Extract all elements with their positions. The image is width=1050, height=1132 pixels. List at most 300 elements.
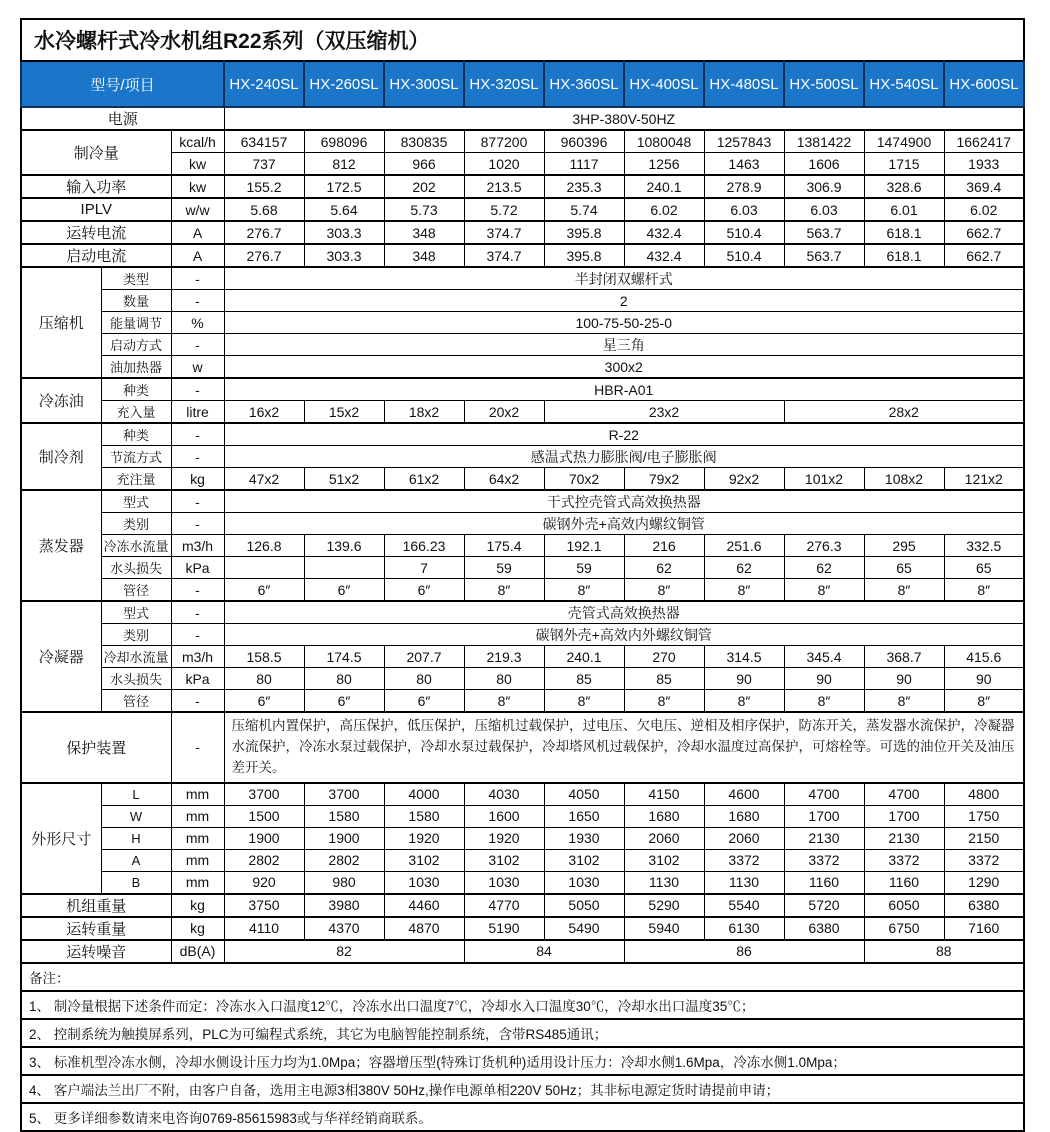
refrigerant-charge-row-cell-11: 121x2 bbox=[944, 468, 1024, 491]
evap-type-row bbox=[21, 490, 1024, 513]
run-current-row bbox=[21, 221, 1024, 244]
row-label-unit-weight: 机组重量 bbox=[21, 894, 171, 917]
dim-w-row-cell-6: 1650 bbox=[544, 805, 624, 827]
refrigerant-charge-row-cell-9: 101x2 bbox=[784, 468, 864, 491]
compressor-oilheater-row bbox=[21, 356, 1024, 379]
dim-w-row-cell-7: 1680 bbox=[624, 805, 704, 827]
cond-flow-row-cell-3: 174.5 bbox=[304, 646, 384, 668]
header-model-hx-360sl: HX-360SL bbox=[544, 61, 624, 107]
cond-pipe-row-cell-4: 6″ bbox=[384, 690, 464, 713]
compressor-start-row bbox=[21, 334, 1024, 356]
iplv-row-cell-7: 6.02 bbox=[624, 198, 704, 221]
unit-weight-row-cell-1: kg bbox=[171, 894, 224, 917]
refrigerant-type-row-cell-2: - bbox=[171, 423, 224, 446]
start-current-row-cell-3: 303.3 bbox=[304, 244, 384, 267]
start-current-row-cell-4: 348 bbox=[384, 244, 464, 267]
cond-flow-row-cell-11: 415.6 bbox=[944, 646, 1024, 668]
run-current-row-cell-10: 618.1 bbox=[864, 221, 944, 244]
dim-b-row-cell-9: 1160 bbox=[784, 871, 864, 894]
row-label-input-power: 输入功率 bbox=[21, 175, 171, 198]
cooling-kw-row-cell-2: 812 bbox=[304, 153, 384, 176]
refrigerant-charge-row-cell-4: 61x2 bbox=[384, 468, 464, 491]
header-model-hx-600sl: HX-600SL bbox=[944, 61, 1024, 107]
iplv-row-cell-8: 6.03 bbox=[704, 198, 784, 221]
refrigerant-charge-row-cell-10: 108x2 bbox=[864, 468, 944, 491]
evap-type-row-cell-1: 型式 bbox=[101, 490, 171, 513]
evap-headloss-row-cell-6: 59 bbox=[544, 557, 624, 579]
evap-headloss-row-cell-4: 7 bbox=[384, 557, 464, 579]
section-label-refrigerant: 制冷剂 bbox=[21, 423, 101, 490]
input-power-row-cell-5: 213.5 bbox=[464, 175, 544, 198]
cond-type-row-cell-2: - bbox=[171, 601, 224, 624]
note-row-5 bbox=[21, 1103, 1024, 1131]
cond-flow-row-cell-4: 207.7 bbox=[384, 646, 464, 668]
cond-pipe-row-cell-11: 8″ bbox=[944, 690, 1024, 713]
dim-l-row bbox=[21, 783, 1024, 806]
iplv-row-cell-11: 6.02 bbox=[944, 198, 1024, 221]
section-label-condenser: 冷凝器 bbox=[21, 601, 101, 712]
evap-pipe-row-cell-4: 6″ bbox=[384, 579, 464, 602]
evap-flow-row-cell-3: 139.6 bbox=[304, 535, 384, 557]
evap-pipe-row-cell-8: 8″ bbox=[704, 579, 784, 602]
remarks-label-row bbox=[21, 963, 1024, 991]
evap-pipe-row-cell-10: 8″ bbox=[864, 579, 944, 602]
cond-type-row bbox=[21, 601, 1024, 624]
start-current-row-cell-10: 618.1 bbox=[864, 244, 944, 267]
section-label-compressor: 压缩机 bbox=[21, 267, 101, 378]
cond-class-row-cell-1: - bbox=[171, 624, 224, 646]
dim-h-row-cell-2: 1900 bbox=[224, 827, 304, 849]
dim-w-row-cell-5: 1600 bbox=[464, 805, 544, 827]
evap-type-row-cell-3: 干式控壳管式高效换热器 bbox=[224, 490, 1024, 513]
dim-h-row bbox=[21, 827, 1024, 849]
compressor-start-row-cell-2: 星三角 bbox=[224, 334, 1024, 356]
run-weight-row-cell-10: 6750 bbox=[864, 917, 944, 940]
cooling-kcal-row-cell-9: 1381422 bbox=[784, 130, 864, 153]
dim-b-row-cell-10: 1160 bbox=[864, 871, 944, 894]
cond-pipe-row-cell-1: - bbox=[171, 690, 224, 713]
dim-b-row-cell-6: 1030 bbox=[544, 871, 624, 894]
cond-headloss-row-cell-8: 90 bbox=[704, 668, 784, 690]
run-current-row-cell-1: A bbox=[171, 221, 224, 244]
refrigerant-throttle-row-cell-2: 感温式热力膨胀阀/电子膨胀阀 bbox=[224, 446, 1024, 468]
compressor-qty-row bbox=[21, 290, 1024, 312]
dim-w-row-cell-4: 1580 bbox=[384, 805, 464, 827]
noise-row bbox=[21, 940, 1024, 963]
dim-h-row-cell-1: mm bbox=[171, 827, 224, 849]
cond-headloss-row bbox=[21, 668, 1024, 690]
compressor-qty-row-cell-1: - bbox=[171, 290, 224, 312]
header-model-hx-260sl: HX-260SL bbox=[304, 61, 384, 107]
refrigerant-type-row-cell-3: R-22 bbox=[224, 423, 1024, 446]
dim-l-row-cell-8: 4150 bbox=[624, 783, 704, 806]
cond-headloss-row-cell-3: 80 bbox=[304, 668, 384, 690]
dim-a-row-cell-9: 3372 bbox=[784, 849, 864, 871]
dim-l-row-cell-3: 3700 bbox=[224, 783, 304, 806]
note-row-3 bbox=[21, 1047, 1024, 1075]
evap-pipe-row-cell-9: 8″ bbox=[784, 579, 864, 602]
dim-h-row-cell-4: 1920 bbox=[384, 827, 464, 849]
cond-headloss-row-cell-1: kPa bbox=[171, 668, 224, 690]
refrigerant-type-row bbox=[21, 423, 1024, 446]
dim-l-row-cell-4: 3700 bbox=[304, 783, 384, 806]
page-title: 水冷螺杆式冷水机组R22系列（双压缩机） bbox=[21, 19, 1024, 61]
dim-l-row-cell-12: 4800 bbox=[944, 783, 1024, 806]
evap-pipe-row-cell-1: - bbox=[171, 579, 224, 602]
dim-a-row-cell-3: 2802 bbox=[304, 849, 384, 871]
header-model-hx-500sl: HX-500SL bbox=[784, 61, 864, 107]
cond-flow-row-cell-7: 270 bbox=[624, 646, 704, 668]
cond-flow-row bbox=[21, 646, 1024, 668]
evap-flow-row-cell-11: 332.5 bbox=[944, 535, 1024, 557]
evap-flow-row-cell-8: 251.6 bbox=[704, 535, 784, 557]
evap-flow-row-cell-1: m3/h bbox=[171, 535, 224, 557]
compressor-oilheater-row-cell-1: w bbox=[171, 356, 224, 379]
unit-weight-row-cell-8: 5540 bbox=[704, 894, 784, 917]
oil-type-row-cell-1: 种类 bbox=[101, 378, 171, 401]
oil-type-row-cell-2: - bbox=[171, 378, 224, 401]
run-current-row-cell-6: 395.8 bbox=[544, 221, 624, 244]
evap-headloss-row-cell-8: 62 bbox=[704, 557, 784, 579]
dim-l-row-cell-11: 4700 bbox=[864, 783, 944, 806]
dim-w-row-cell-2: 1500 bbox=[224, 805, 304, 827]
cond-class-row bbox=[21, 624, 1024, 646]
start-current-row-cell-11: 662.7 bbox=[944, 244, 1024, 267]
oil-charge-row-cell-7: 28x2 bbox=[784, 401, 1024, 424]
section-label-oil: 冷冻油 bbox=[21, 378, 101, 423]
compressor-energy-row bbox=[21, 312, 1024, 334]
cooling-kcal-row-cell-5: 877200 bbox=[464, 130, 544, 153]
cooling-kcal-row-cell-8: 1257843 bbox=[704, 130, 784, 153]
evap-pipe-row-cell-0: 管径 bbox=[101, 579, 171, 602]
start-current-row-cell-9: 563.7 bbox=[784, 244, 864, 267]
section-label-evaporator: 蒸发器 bbox=[21, 490, 101, 601]
oil-type-row bbox=[21, 378, 1024, 401]
dim-a-row bbox=[21, 849, 1024, 871]
evap-flow-row-cell-5: 175.4 bbox=[464, 535, 544, 557]
compressor-energy-row-cell-2: 100-75-50-25-0 bbox=[224, 312, 1024, 334]
compressor-energy-row-cell-0: 能量调节 bbox=[101, 312, 171, 334]
cond-pipe-row-cell-3: 6″ bbox=[304, 690, 384, 713]
unit-weight-row-cell-5: 4770 bbox=[464, 894, 544, 917]
cond-flow-row-cell-1: m3/h bbox=[171, 646, 224, 668]
cond-headloss-row-cell-10: 90 bbox=[864, 668, 944, 690]
evap-headloss-row-cell-9: 62 bbox=[784, 557, 864, 579]
cooling-kcal-row-cell-11: 1662417 bbox=[944, 130, 1024, 153]
cond-flow-row-cell-10: 368.7 bbox=[864, 646, 944, 668]
compressor-type-row bbox=[21, 267, 1024, 290]
run-current-row-cell-7: 432.4 bbox=[624, 221, 704, 244]
cooling-kw-row-cell-4: 1020 bbox=[464, 153, 544, 176]
noise-row-cell-2: 82 bbox=[224, 940, 464, 963]
evap-flow-row-cell-4: 166.23 bbox=[384, 535, 464, 557]
run-current-row-cell-4: 348 bbox=[384, 221, 464, 244]
input-power-row bbox=[21, 175, 1024, 198]
input-power-row-cell-6: 235.3 bbox=[544, 175, 624, 198]
dim-w-row-cell-8: 1680 bbox=[704, 805, 784, 827]
run-current-row-cell-2: 276.7 bbox=[224, 221, 304, 244]
iplv-row-cell-3: 5.64 bbox=[304, 198, 384, 221]
unit-weight-row-cell-11: 6380 bbox=[944, 894, 1024, 917]
remarks-label: 备注： bbox=[21, 963, 1024, 991]
input-power-row-cell-8: 278.9 bbox=[704, 175, 784, 198]
dim-b-row bbox=[21, 871, 1024, 894]
evap-pipe-row-cell-5: 8″ bbox=[464, 579, 544, 602]
oil-charge-row-cell-3: 15x2 bbox=[304, 401, 384, 424]
cond-pipe-row-cell-6: 8″ bbox=[544, 690, 624, 713]
input-power-row-cell-2: 155.2 bbox=[224, 175, 304, 198]
run-weight-row bbox=[21, 917, 1024, 940]
dim-h-row-cell-6: 1930 bbox=[544, 827, 624, 849]
refrigerant-charge-row-cell-8: 92x2 bbox=[704, 468, 784, 491]
dim-h-row-cell-8: 2060 bbox=[704, 827, 784, 849]
cooling-kw-row-cell-3: 966 bbox=[384, 153, 464, 176]
cond-headloss-row-cell-7: 85 bbox=[624, 668, 704, 690]
compressor-energy-row-cell-1: % bbox=[171, 312, 224, 334]
dim-h-row-cell-9: 2130 bbox=[784, 827, 864, 849]
run-current-row-cell-8: 510.4 bbox=[704, 221, 784, 244]
cond-pipe-row-cell-10: 8″ bbox=[864, 690, 944, 713]
dim-w-row-cell-0: W bbox=[101, 805, 171, 827]
evap-pipe-row-cell-6: 8″ bbox=[544, 579, 624, 602]
evap-class-row-cell-0: 类别 bbox=[101, 513, 171, 535]
evap-type-row-cell-2: - bbox=[171, 490, 224, 513]
dim-a-row-cell-8: 3372 bbox=[704, 849, 784, 871]
cond-type-row-cell-3: 壳管式高效换热器 bbox=[224, 601, 1024, 624]
cond-headloss-row-cell-4: 80 bbox=[384, 668, 464, 690]
cooling-kw-row-cell-8: 1606 bbox=[784, 153, 864, 176]
iplv-row-cell-10: 6.01 bbox=[864, 198, 944, 221]
start-current-row-cell-2: 276.7 bbox=[224, 244, 304, 267]
evap-headloss-row-cell-10: 65 bbox=[864, 557, 944, 579]
oil-charge-row-cell-1: litre bbox=[171, 401, 224, 424]
evap-pipe-row-cell-3: 6″ bbox=[304, 579, 384, 602]
cond-flow-row-cell-0: 冷却水流量 bbox=[101, 646, 171, 668]
iplv-row-cell-1: w/w bbox=[171, 198, 224, 221]
dim-a-row-cell-4: 3102 bbox=[384, 849, 464, 871]
dim-b-row-cell-3: 980 bbox=[304, 871, 384, 894]
start-current-row-cell-1: A bbox=[171, 244, 224, 267]
compressor-start-row-cell-1: - bbox=[171, 334, 224, 356]
header-model-hx-240sl: HX-240SL bbox=[224, 61, 304, 107]
run-weight-row-cell-7: 5940 bbox=[624, 917, 704, 940]
noise-row-cell-5: 88 bbox=[864, 940, 1024, 963]
dim-b-row-cell-5: 1030 bbox=[464, 871, 544, 894]
noise-row-cell-3: 84 bbox=[464, 940, 624, 963]
dim-h-row-cell-7: 2060 bbox=[624, 827, 704, 849]
power-row bbox=[21, 107, 1024, 130]
evap-headloss-row-cell-2 bbox=[224, 557, 304, 579]
cooling-kcal-row-cell-6: 960396 bbox=[544, 130, 624, 153]
evap-headloss-row-cell-5: 59 bbox=[464, 557, 544, 579]
header-model-hx-320sl: HX-320SL bbox=[464, 61, 544, 107]
cond-headloss-row-cell-9: 90 bbox=[784, 668, 864, 690]
title-row bbox=[21, 19, 1024, 61]
evap-flow-row-cell-10: 295 bbox=[864, 535, 944, 557]
cond-class-row-cell-2: 碳钢外壳+高效内外螺纹铜管 bbox=[224, 624, 1024, 646]
refrigerant-charge-row-cell-0: 充注量 bbox=[101, 468, 171, 491]
cooling-kw-row-cell-0: kw bbox=[171, 153, 224, 176]
oil-charge-row-cell-2: 16x2 bbox=[224, 401, 304, 424]
dim-a-row-cell-10: 3372 bbox=[864, 849, 944, 871]
evap-class-row-cell-1: - bbox=[171, 513, 224, 535]
refrigerant-charge-row-cell-7: 79x2 bbox=[624, 468, 704, 491]
evap-headloss-row-cell-1: kPa bbox=[171, 557, 224, 579]
oil-charge-row-cell-6: 23x2 bbox=[544, 401, 784, 424]
cond-pipe-row-cell-0: 管径 bbox=[101, 690, 171, 713]
dim-w-row bbox=[21, 805, 1024, 827]
cond-flow-row-cell-2: 158.5 bbox=[224, 646, 304, 668]
evap-flow-row-cell-2: 126.8 bbox=[224, 535, 304, 557]
unit-weight-row-cell-7: 5290 bbox=[624, 894, 704, 917]
dim-a-row-cell-5: 3102 bbox=[464, 849, 544, 871]
section-label-dimensions: 外形尺寸 bbox=[21, 783, 101, 894]
run-current-row-cell-9: 563.7 bbox=[784, 221, 864, 244]
input-power-row-cell-4: 202 bbox=[384, 175, 464, 198]
iplv-row-cell-4: 5.73 bbox=[384, 198, 464, 221]
run-weight-row-cell-5: 5190 bbox=[464, 917, 544, 940]
dim-b-row-cell-4: 1030 bbox=[384, 871, 464, 894]
evap-flow-row-cell-0: 冷冻水流量 bbox=[101, 535, 171, 557]
evap-pipe-row-cell-11: 8″ bbox=[944, 579, 1024, 602]
cooling-kcal-row-cell-4: 830835 bbox=[384, 130, 464, 153]
cooling-kcal-row-cell-2: 634157 bbox=[224, 130, 304, 153]
unit-weight-row-cell-3: 3980 bbox=[304, 894, 384, 917]
dim-w-row-cell-11: 1750 bbox=[944, 805, 1024, 827]
compressor-start-row-cell-0: 启动方式 bbox=[101, 334, 171, 356]
cond-pipe-row-cell-2: 6″ bbox=[224, 690, 304, 713]
iplv-row-cell-2: 5.68 bbox=[224, 198, 304, 221]
note-1: 1、 制冷量根据下述条件而定：冷冻水入口温度12℃，冷冻水出口温度7℃，冷却水入口温度30℃，冷却水出口温度35℃； bbox=[21, 991, 1024, 1019]
row-label-start-current: 启动电流 bbox=[21, 244, 171, 267]
note-row-4 bbox=[21, 1075, 1024, 1103]
evap-flow-row-cell-9: 276.3 bbox=[784, 535, 864, 557]
dim-w-row-cell-9: 1700 bbox=[784, 805, 864, 827]
refrigerant-charge-row-cell-2: 47x2 bbox=[224, 468, 304, 491]
unit-weight-row-cell-10: 6050 bbox=[864, 894, 944, 917]
input-power-row-cell-9: 306.9 bbox=[784, 175, 864, 198]
cond-pipe-row-cell-9: 8″ bbox=[784, 690, 864, 713]
row-label-iplv: IPLV bbox=[21, 198, 171, 221]
dim-h-row-cell-5: 1920 bbox=[464, 827, 544, 849]
run-weight-row-cell-3: 4370 bbox=[304, 917, 384, 940]
dim-a-row-cell-1: mm bbox=[171, 849, 224, 871]
input-power-row-cell-10: 328.6 bbox=[864, 175, 944, 198]
evap-headloss-row-cell-3 bbox=[304, 557, 384, 579]
cond-headloss-row-cell-0: 水头损失 bbox=[101, 668, 171, 690]
dim-a-row-cell-7: 3102 bbox=[624, 849, 704, 871]
evap-headloss-row-cell-7: 62 bbox=[624, 557, 704, 579]
evap-headloss-row-cell-11: 65 bbox=[944, 557, 1024, 579]
cond-headloss-row-cell-5: 80 bbox=[464, 668, 544, 690]
dim-b-row-cell-0: B bbox=[101, 871, 171, 894]
compressor-qty-row-cell-0: 数量 bbox=[101, 290, 171, 312]
dim-h-row-cell-10: 2130 bbox=[864, 827, 944, 849]
oil-charge-row-cell-5: 20x2 bbox=[464, 401, 544, 424]
noise-row-cell-1: dB(A) bbox=[171, 940, 224, 963]
cond-flow-row-cell-9: 345.4 bbox=[784, 646, 864, 668]
dim-l-row-cell-10: 4700 bbox=[784, 783, 864, 806]
evap-flow-row-cell-6: 192.1 bbox=[544, 535, 624, 557]
row-label-power: 电源 bbox=[21, 107, 224, 130]
evap-flow-row-cell-7: 216 bbox=[624, 535, 704, 557]
cond-pipe-row-cell-8: 8″ bbox=[704, 690, 784, 713]
compressor-type-row-cell-2: - bbox=[171, 267, 224, 290]
refrigerant-charge-row-cell-5: 64x2 bbox=[464, 468, 544, 491]
cond-headloss-row-cell-11: 90 bbox=[944, 668, 1024, 690]
dim-b-row-cell-1: mm bbox=[171, 871, 224, 894]
row-label-cooling-capacity: 制冷量 bbox=[21, 130, 171, 175]
evap-pipe-row-cell-7: 8″ bbox=[624, 579, 704, 602]
cond-headloss-row-cell-6: 85 bbox=[544, 668, 624, 690]
note-row-2 bbox=[21, 1019, 1024, 1047]
dim-l-row-cell-2: mm bbox=[171, 783, 224, 806]
row-label-noise: 运转噪音 bbox=[21, 940, 171, 963]
protection-row-cell-1: - bbox=[171, 712, 224, 783]
run-weight-row-cell-1: kg bbox=[171, 917, 224, 940]
chiller-spec-table bbox=[20, 18, 1025, 1132]
unit-weight-row-cell-9: 5720 bbox=[784, 894, 864, 917]
unit-weight-row-cell-6: 5050 bbox=[544, 894, 624, 917]
model-header-row bbox=[21, 61, 1024, 107]
note-4: 4、 客户端法兰出厂不附，由客户自备，选用主电源3相380V 50Hz,操作电源单相220V 50Hz；其非标电源定货时请提前申请； bbox=[21, 1075, 1024, 1103]
protection-text: 压缩机内置保护，高压保护，低压保护，压缩机过载保护，过电压、欠电压、逆相及相序保护，防冻开关，蒸发器水流保护，冷凝器水流保护，冷冻水泵过载保护，冷却水泵过载保护，冷却塔风机过载保护，冷却水温度过高保护，可熔栓等。可选的油位开关及油压差开关。 bbox=[224, 712, 1024, 783]
dim-l-row-cell-9: 4600 bbox=[704, 783, 784, 806]
note-3: 3、 标准机型冷冻水侧，冷却水侧设计压力均为1.0Mpa；容器增压型(特殊订货机种)适用设计压力：冷却水侧1.6Mpa，冷冻水侧1.0Mpa； bbox=[21, 1047, 1024, 1075]
dim-l-row-cell-5: 4000 bbox=[384, 783, 464, 806]
oil-type-row-cell-3: HBR-A01 bbox=[224, 378, 1024, 401]
oil-charge-row bbox=[21, 401, 1024, 424]
iplv-row-cell-6: 5.74 bbox=[544, 198, 624, 221]
refrigerant-throttle-row bbox=[21, 446, 1024, 468]
header-model-hx-540sl: HX-540SL bbox=[864, 61, 944, 107]
cooling-kw-row-cell-5: 1117 bbox=[544, 153, 624, 176]
cond-class-row-cell-0: 类别 bbox=[101, 624, 171, 646]
row-label-run-weight: 运转重量 bbox=[21, 917, 171, 940]
header-model-hx-400sl: HX-400SL bbox=[624, 61, 704, 107]
dim-l-row-cell-1: L bbox=[101, 783, 171, 806]
cooling-kw-row-cell-10: 1933 bbox=[944, 153, 1024, 176]
run-current-row-cell-5: 374.7 bbox=[464, 221, 544, 244]
iplv-row bbox=[21, 198, 1024, 221]
cond-headloss-row-cell-2: 80 bbox=[224, 668, 304, 690]
dim-b-row-cell-11: 1290 bbox=[944, 871, 1024, 894]
dim-h-row-cell-11: 2150 bbox=[944, 827, 1024, 849]
start-current-row-cell-7: 432.4 bbox=[624, 244, 704, 267]
start-current-row-cell-6: 395.8 bbox=[544, 244, 624, 267]
note-5: 5、 更多详细参数请来电咨询0769-85615983或与华祥经销商联系。 bbox=[21, 1103, 1024, 1131]
dim-w-row-cell-10: 1700 bbox=[864, 805, 944, 827]
run-weight-row-cell-9: 6380 bbox=[784, 917, 864, 940]
refrigerant-charge-row-cell-3: 51x2 bbox=[304, 468, 384, 491]
start-current-row bbox=[21, 244, 1024, 267]
dim-w-row-cell-3: 1580 bbox=[304, 805, 384, 827]
input-power-row-cell-1: kw bbox=[171, 175, 224, 198]
dim-h-row-cell-3: 1900 bbox=[304, 827, 384, 849]
start-current-row-cell-5: 374.7 bbox=[464, 244, 544, 267]
input-power-row-cell-11: 369.4 bbox=[944, 175, 1024, 198]
dim-a-row-cell-2: 2802 bbox=[224, 849, 304, 871]
cooling-kcal-row-cell-7: 1080048 bbox=[624, 130, 704, 153]
run-weight-row-cell-11: 7160 bbox=[944, 917, 1024, 940]
evap-headloss-row bbox=[21, 557, 1024, 579]
cond-flow-row-cell-6: 240.1 bbox=[544, 646, 624, 668]
cooling-kw-row bbox=[21, 153, 1024, 176]
compressor-qty-row-cell-2: 2 bbox=[224, 290, 1024, 312]
evap-class-row-cell-2: 碳钢外壳+高效内螺纹铜管 bbox=[224, 513, 1024, 535]
cond-flow-row-cell-5: 219.3 bbox=[464, 646, 544, 668]
run-current-row-cell-11: 662.7 bbox=[944, 221, 1024, 244]
